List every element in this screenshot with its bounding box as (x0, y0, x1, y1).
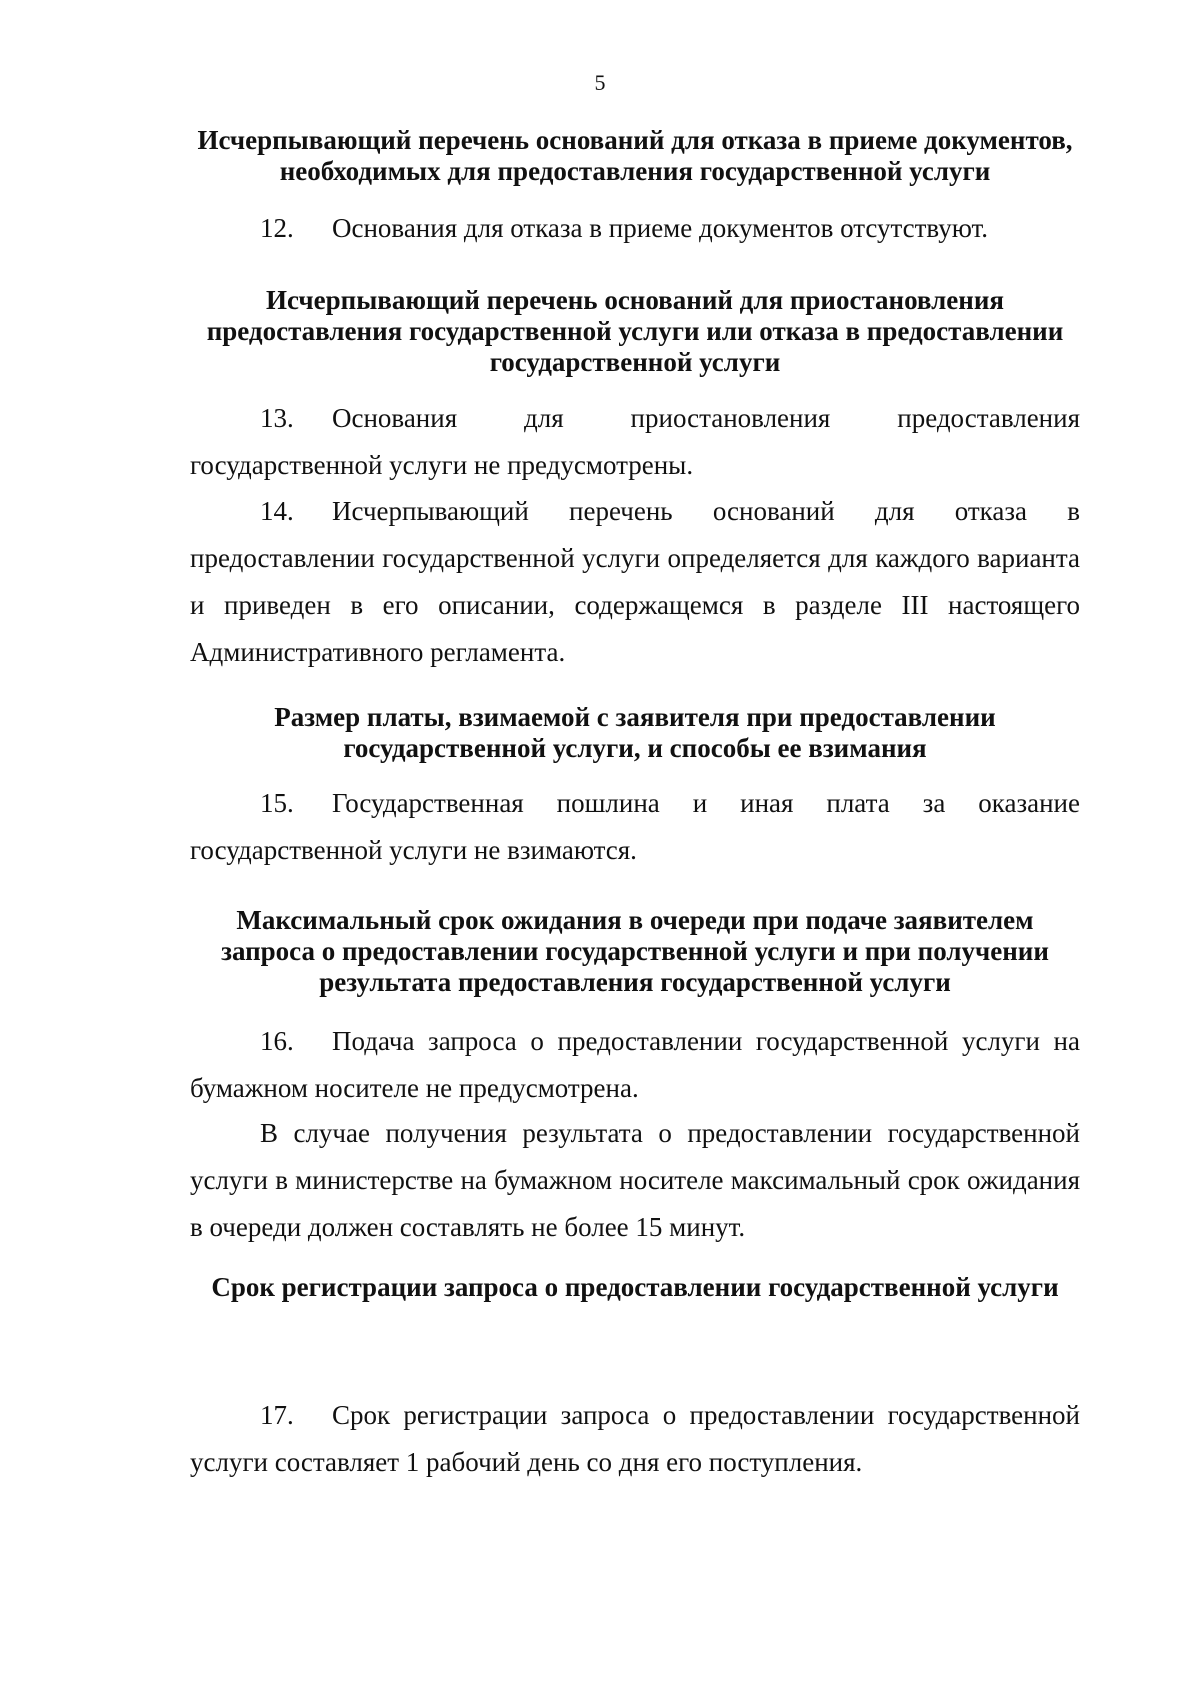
section-heading: Максимальный срок ожидания в очереди при подаче заявителем запроса о предоставлении государственной услуги и при получении результата предоставления государственной услуги (221, 905, 1049, 997)
paragraph-number: 13. (260, 403, 294, 433)
paragraph-text: Государственная пошлина и иная плата за оказание государственной услуги не взимаются. (190, 788, 1080, 865)
paragraph-number: 17. (260, 1400, 294, 1430)
section-heading: Исчерпывающий перечень оснований для приостановления предоставления государственной услуги или отказа в предоставлении государственной услуги (206, 285, 1064, 377)
section-heading: Размер платы, взимаемой с заявителя при предоставлении государственной услуги, и способы ее взимания (274, 702, 996, 763)
paragraph (190, 395, 1080, 489)
paragraph-number: 12. (260, 213, 294, 243)
paragraph-text: Основания для приостановления предоставления государственной услуги не предусмотрены. (190, 403, 1080, 480)
paragraph (190, 1018, 1080, 1112)
paragraph-text: В случае получения результата о предоставлении государственной услуги в министерстве на бумажном носителе максимальный срок ожидания в очереди должен составлять не более 15 минут. (190, 1118, 1080, 1242)
paragraph (190, 1392, 1080, 1486)
paragraph-text: Основания для отказа в приеме документов отсутствуют. (332, 213, 989, 243)
paragraph-number: 14. (260, 496, 294, 526)
section-heading: Срок регистрации запроса о предоставлении государственной услуги (211, 1272, 1059, 1302)
paragraph-text: Исчерпывающий перечень оснований для отказа в предоставлении государственной услуги определяется для каждого варианта и приведен в его описании, содержащемся в разделе III настоящего Административного регламента. (190, 496, 1080, 667)
paragraph-number: 15. (260, 788, 294, 818)
section-heading: Исчерпывающий перечень оснований для отказа в приеме документов, необходимых для предоставления государственной услуги (197, 125, 1073, 186)
page-number: 5 (594, 70, 606, 95)
paragraph (190, 1110, 1080, 1251)
paragraph-text: Подача запроса о предоставлении государственной услуги на бумажном носителе не предусмотрена. (190, 1026, 1080, 1103)
paragraph-text: Срок регистрации запроса о предоставлении государственной услуги составляет 1 рабочий день со дня его поступления. (190, 1400, 1080, 1477)
paragraph (190, 205, 1080, 252)
paragraph (190, 488, 1080, 676)
paragraph (190, 780, 1080, 874)
paragraph-number: 16. (260, 1026, 294, 1056)
